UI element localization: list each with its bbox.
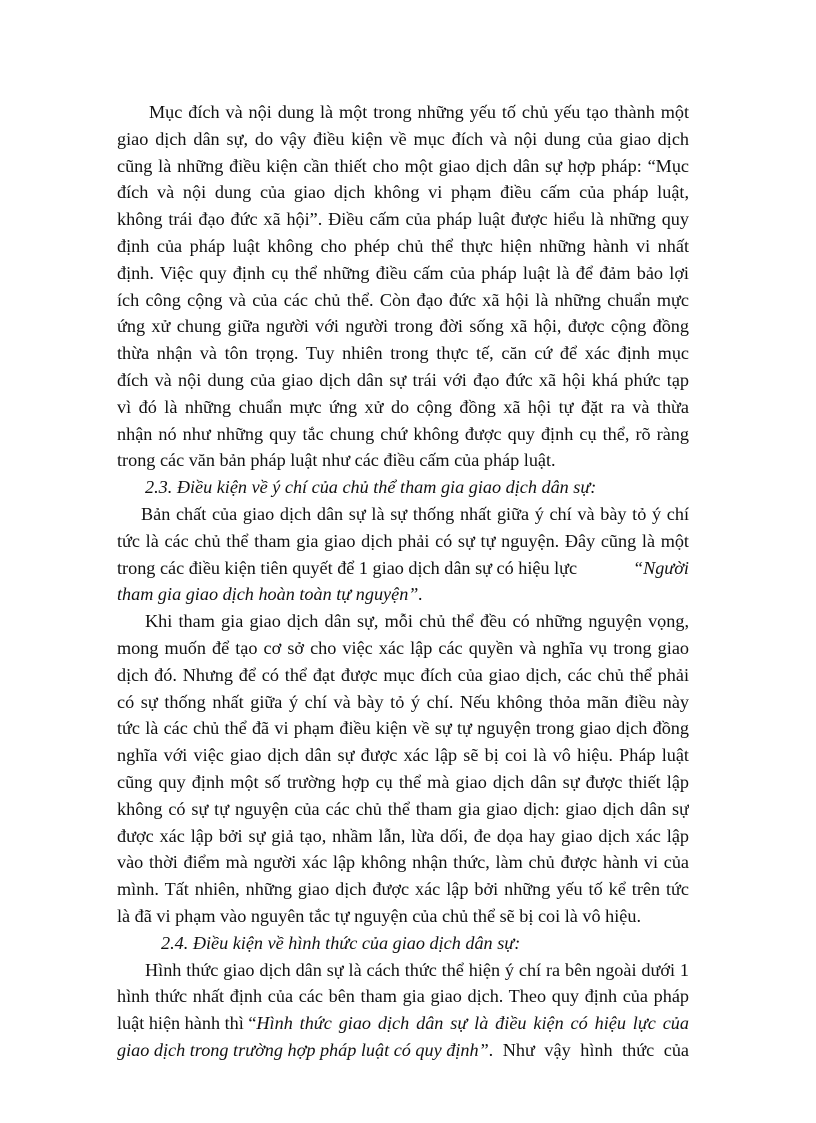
text-line: nghĩa với việc giao dịch dân sự được xác lập sẽ bị coi là vô hiệu. Pháp luật	[117, 745, 689, 766]
text-line: nhận nó như những quy tắc chung chứ không được quy định cụ thể, rõ ràng	[117, 423, 689, 444]
text-line: tức là các chủ thể đã vi phạm điều kiện về sự tự nguyện trong giao dịch đồng	[117, 718, 689, 739]
text-line: tham gia giao dịch hoàn toàn tự nguyện”.	[117, 584, 423, 605]
paragraph	[117, 99, 689, 474]
text-line: Hình thức giao dịch dân sự là cách thức thể hiện ý chí ra bên ngoài dưới 1	[145, 959, 689, 980]
paragraph	[117, 608, 689, 930]
text-line: Khi tham gia giao dịch dân sự, mỗi chủ thể đều có những nguyện vọng,	[145, 611, 689, 632]
text-line: đích và nội dung của giao dịch dân sự trái với đạo đức xã hội khá phức tạp	[117, 369, 689, 390]
paragraph	[117, 957, 689, 1064]
text-line: có sự thống nhất giữa ý chí và bày tỏ ý chí. Nếu không thỏa mãn điều này	[117, 691, 689, 712]
section-heading: 2.3. Điều kiện về ý chí của chủ thể tham gia giao dịch dân sự:	[145, 477, 597, 498]
text-line: mình. Tất nhiên, những giao dịch được xác lập bởi những yếu tố kể trên tức	[117, 879, 689, 900]
quote-start: “Người	[632, 557, 689, 578]
text-line: ích công cộng và của các chủ thể. Còn đạo đức xã hội là những chuẩn mực	[117, 289, 689, 310]
text-line: trong các văn bản pháp luật như các điều cấm của pháp luật.	[117, 450, 556, 471]
text-line: không trái đạo đức xã hội”. Điều cấm của pháp luật được hiểu là những quy	[117, 209, 689, 230]
text-segment: trong các điều kiện tiên quyết để 1 giao dịch dân sự có hiệu lực	[117, 557, 578, 578]
text-line: mong muốn để tạo cơ sở cho việc xác lập các quyền và nghĩa vụ trong giao	[117, 637, 689, 658]
text-line: dịch đó. Nhưng để có thể đạt được mục đích của giao dịch, các chủ thể phải	[117, 664, 689, 685]
text-line: được xác lập bởi sự giả tạo, nhầm lẫn, lừa dối, đe dọa hay giao dịch xác lập	[117, 825, 689, 846]
text-line: đích và nội dung của giao dịch không vi phạm điều cấm của pháp luật,	[117, 182, 689, 203]
text-line: Mục đích và nội dung là một trong những yếu tố chủ yếu tạo thành một	[149, 102, 689, 122]
text-line: cũng là những điều kiện cần thiết cho một giao dịch dân sự hợp pháp: “Mục	[117, 155, 689, 176]
text-line: giao dịch dân sự, do vậy điều kiện về mục đích và nội dung của giao dịch	[117, 128, 689, 149]
text-line: định của pháp luật không cho phép chủ thể thực hiện những hành vi nhất	[117, 235, 689, 256]
italic-quote: giao dịch trong trường hợp pháp luật có quy định	[117, 1039, 479, 1060]
text-line	[117, 555, 689, 582]
text-line	[117, 1037, 689, 1064]
text-line: là đã vi phạm vào nguyên tắc tự nguyện của chủ thể sẽ bị coi là vô hiệu.	[117, 905, 642, 926]
text-line: định. Việc quy định cụ thể những điều cấm của pháp luật là để đảm bảo lợi	[117, 262, 689, 283]
text-line: không có sự tự nguyện của các chủ thể tham gia giao dịch: giao dịch dân sự	[117, 798, 689, 819]
text-line: hình thức nhất định của các bên tham gia giao dịch. Theo quy định của pháp	[117, 986, 689, 1007]
text-line: tức là các chủ thể tham gia giao dịch phải có sự tự nguyện. Đây cũng là một	[117, 530, 689, 551]
italic-quote: Hình thức giao dịch dân sự là điều kiện có hiệu lực của	[256, 1013, 689, 1034]
text-line	[117, 1010, 689, 1037]
text-line: ứng xử chung giữa người với người trong đời sống xã hội, được cộng đồng	[117, 316, 689, 337]
text-line: Bản chất của giao dịch dân sự là sự thống nhất giữa ý chí và bày tỏ ý chí	[141, 503, 689, 524]
text-segment: luật hiện hành thì “	[117, 1013, 257, 1034]
text-line: vào thời điểm mà người xác lập không nhận thức, làm chủ được hành vi của	[117, 852, 689, 873]
text-line: vì đó là những chuẩn mực ứng xử do cộng đồng xã hội tự đặt ra và thừa	[117, 396, 689, 417]
section-heading: 2.4. Điều kiện về hình thức của giao dịch dân sự:	[161, 932, 521, 953]
text-segment: ”. Như vậy hình thức của	[480, 1039, 689, 1060]
paragraph	[117, 501, 689, 608]
text-line: cũng quy định một số trường hợp cụ thể mà giao dịch dân sự được thiết lập	[117, 771, 689, 792]
text-line: thừa nhận và tôn trọng. Tuy nhiên trong thực tế, căn cứ để xác định mục	[117, 343, 689, 364]
